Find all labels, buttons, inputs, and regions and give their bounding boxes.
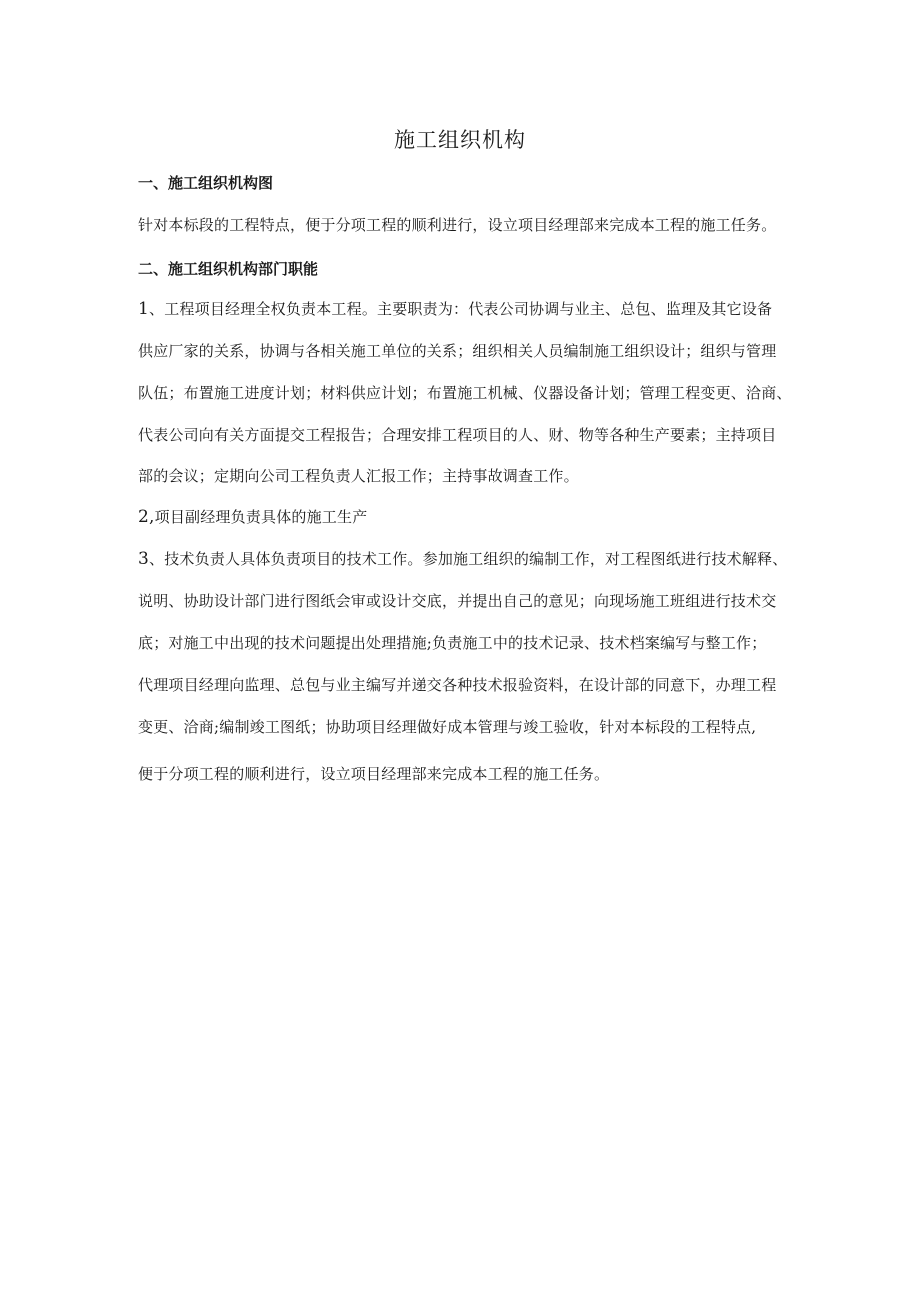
item3-line: 说明、协助设计部门进行图纸会审或设计交底，并提出自己的意见；向现场施工班组进行技术交 [138,592,777,610]
item2-number: 2, [138,507,155,527]
item3-line: 便于分项工程的顺利进行，设立项目经理部来完成本工程的施工任务。 [138,765,610,783]
item1-number: 1 [138,299,150,319]
item1-line: 代表公司向有关方面提交工程报告；合理安排工程项目的人、财、物等各种生产要素；主持项目 [138,426,777,444]
item1-line: 队伍；布置施工进度计划；材料供应计划；布置施工机械、仪器设备计划；管理工程变更、洽商、 [138,384,792,402]
item3-line: 代理项目经理向监理、总包与业主编写并递交各种技术报验资料，在设计部的同意下，办理工程 [138,676,777,694]
item3-line: 变更、洽商;编制竣工图纸；协助项目经理做好成本管理与竣工验收，针对本标段的工程特点, [138,718,757,736]
item2-text: 项目副经理负责具体的施工生产 [154,508,368,526]
item3-line: 底；对施工中出现的技术问题提出处理措施;负责施工中的技术记录、技术档案编写与整工作； [138,634,767,652]
section-heading-org-chart: 一、施工组织机构图 [138,174,274,192]
item1-text: 、工程项目经理全权负责本工程。主要职责为：代表公司协调与业主、总包、监理及其它设备 [149,300,773,318]
item3-text: 、技术负责人具体负责项目的技术工作。参加施工组织的编制工作，对工程图纸进行技术解释、 [149,550,788,568]
item3-line [138,548,787,569]
item2-line [138,506,367,527]
paragraph-line: 针对本标段的工程特点，便于分项工程的顺利进行，设立项目经理部来完成本工程的施工任务。 [138,216,777,234]
page-title: 施工组织机构 [394,128,526,152]
item1-line: 部的会议；定期向公司工程负责人汇报工作；主持事故调查工作。 [138,467,579,485]
item1-line [138,298,772,319]
section-heading-dept-functions: 二、施工组织机构部门职能 [138,260,319,278]
item1-line: 供应厂家的关系，协调与各相关施工单位的关系；组织相关人员编制施工组织设计；组织与管理 [138,342,777,360]
item3-number: 3 [138,549,150,569]
